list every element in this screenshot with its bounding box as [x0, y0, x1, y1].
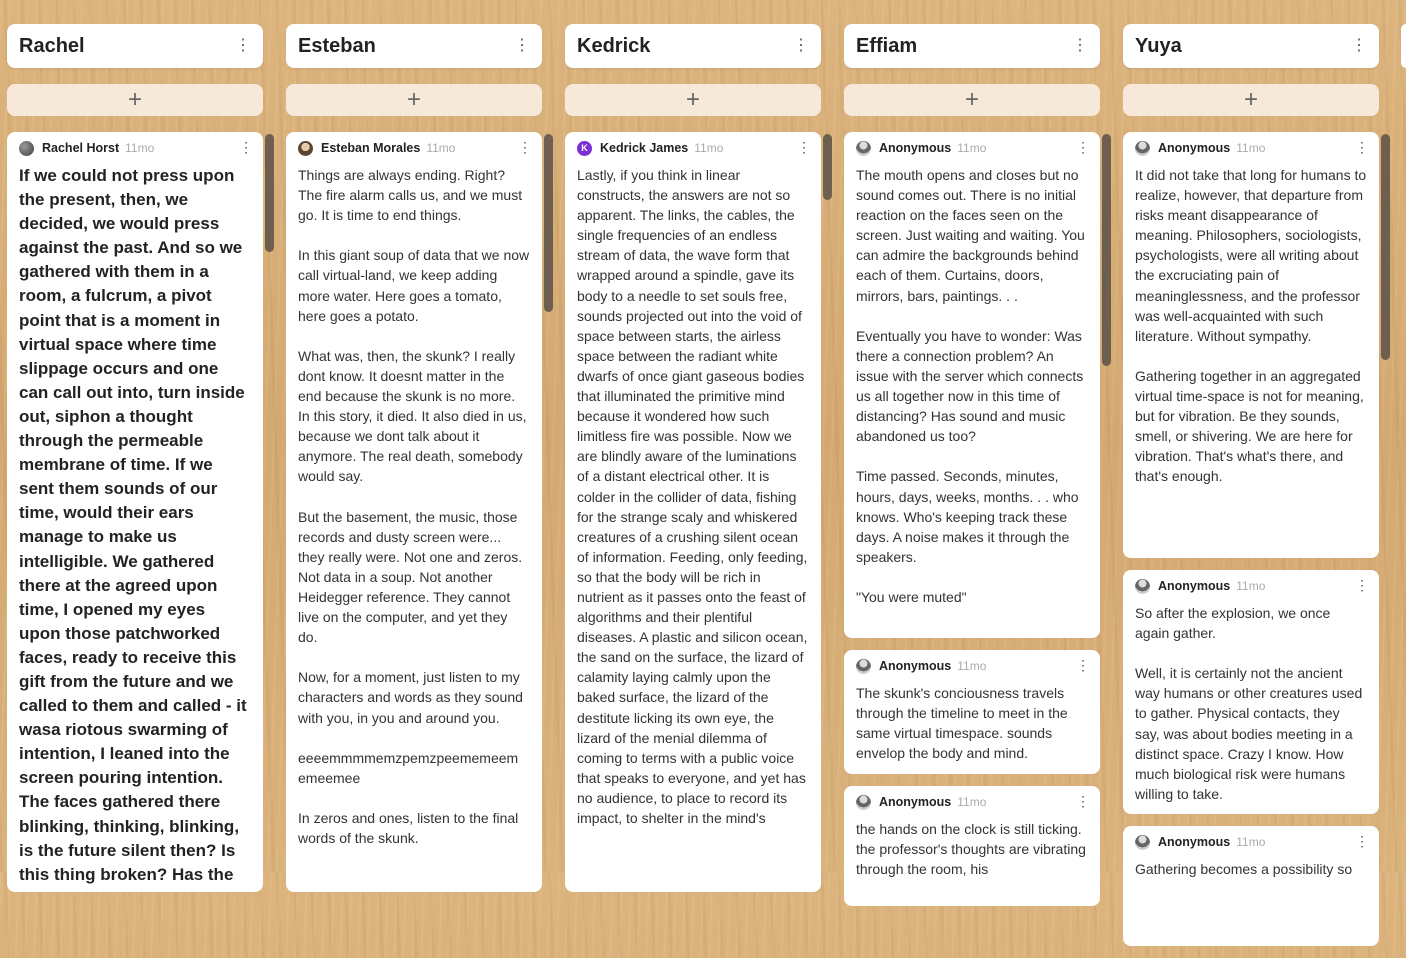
scrollbar-thumb[interactable] [823, 134, 832, 200]
post-timestamp: 11mo [426, 141, 456, 155]
post-timestamp: 11mo [1236, 835, 1266, 849]
post-header [856, 657, 1088, 675]
more-vertical-icon[interactable]: ⋮ [797, 139, 811, 155]
more-vertical-icon[interactable]: ⋮ [1355, 139, 1369, 155]
add-post-button[interactable]: + [7, 84, 263, 116]
anonymous-avatar-icon [856, 795, 871, 810]
scrollbar-thumb[interactable] [1102, 134, 1111, 366]
more-vertical-icon[interactable]: ⋮ [1072, 37, 1088, 54]
column-kedrick [565, 0, 821, 872]
post-author: Anonymous [879, 141, 952, 155]
post-text: The mouth opens and closes but no sound comes out. There is no initial reaction on the faces seen on the screen. Just waiting and waiting. You can admire the backgrounds behind each of them. Curtains, doors, mirrors, bars, paintings. . . Eventually you have to wonder: Was there a connection problem? An issue with the server which connects us all together now in this time of distancing? Has sound and music abandoned us too? Time passed. Seconds, minutes, hours, days, weeks, months. . . who knows. Who's keeping track these days. A noise makes it through the speakers. "You were muted" [856, 167, 1085, 605]
post-header [1135, 577, 1367, 595]
post-author: Anonymous [1158, 141, 1231, 155]
scrollbar-thumb[interactable] [544, 134, 553, 312]
post-header [1135, 139, 1367, 157]
post-timestamp: 11mo [957, 659, 987, 673]
post-card[interactable] [565, 132, 821, 892]
post-author: Kedrick James [600, 141, 689, 155]
post-text: Gathering becomes a possibility so [1135, 861, 1353, 877]
kedrick-avatar-icon: K [577, 141, 592, 156]
column-title: Rachel [19, 34, 85, 57]
column-yuya [1123, 0, 1379, 877]
post-text: Lastly, if you think in linear constructs, the answers are not so apparent. The links, the cables, the single frequencies of an endless stream of data, the wave form that wrapped around a spindle, gave its body to a needle to set souls free, sounds projected out into the void of space between starts, the airless space between the radiant white dwarfs of once giant gaseous bodies that illuminated the primitive mind because it wondered how such limitless fire was possible. Now we are blindly aware of the luminations of a distant electrical other. It is colder in the collider of data, fishing for the strange scaly and whiskered creatures of a crushing silent ocean of information. Feeding, only feeding, so that the body will be rich in nutrient as it passes onto the feast of algorithms and their plentiful diseases. A plastic and silicon ocean, the sand on the surface, the lizard of calamity laying calmly upon the baked surface, the lizard of the destitute licking its own eye, the lizard of the menial dilemma of coming to terms with a public voice that speaks to everyone, and yet has no audience, to place to record its impact, to shelter in the mind's [577, 167, 808, 826]
post-timestamp: 11mo [957, 795, 987, 809]
post-card[interactable] [1123, 570, 1379, 814]
anonymous-avatar-icon [1135, 835, 1150, 850]
post-text: Things are always ending. Right? The fire alarm calls us, and we must go. It is time to end things. In this giant soup of data that we now call virtual-land, we keep adding more water. Here goes a tomato, here goes a potato. What was, then, the skunk? I really dont know. It doesnt matter in the end because the skunk is no more. In this story, it died. It also died in us, because we dont talk about it anymore. The real death, somebody would say. But the basement, the music, those records and dusty screen were... they really were. Not one and zeros. Not data in a soup. Not another Heidegger reference. They cannot live on the computer, and yet they do. Now, for a moment, just listen to my characters and words as they sound with you, in you and around you. eeeemmmmemzpemzpeememeem emeemee In zeros and ones, listen to the final words of the skunk. [298, 167, 530, 847]
post-timestamp: 11mo [694, 141, 724, 155]
more-vertical-icon[interactable]: ⋮ [518, 139, 532, 155]
scrollbar-thumb[interactable] [1381, 134, 1390, 360]
post-text: It did not take that long for humans to realize, however, that departure from risks meant disappearance of meaning. Philosophers, sociologists, psychologists, were all writing about the excruciating pain of meaninglessness, and the professor was well-acquainted with such literature. Without sympathy. Gathering together in an aggregated virtual time-space is not for meaning, but for vibration. Be they sounds, smell, or shivering. We are here for vibration. That's what's there, and that's enough. [1135, 167, 1367, 485]
post-timestamp: 11mo [957, 141, 987, 155]
column-header [844, 24, 1100, 68]
column-esteban [286, 0, 542, 872]
column-title: Effiam [856, 34, 918, 57]
post-header [856, 793, 1088, 811]
post-author: Anonymous [1158, 579, 1231, 593]
post-timestamp: 11mo [125, 141, 155, 155]
more-vertical-icon[interactable]: ⋮ [1355, 833, 1369, 849]
post-card[interactable] [844, 786, 1100, 906]
scrollbar-thumb[interactable] [265, 134, 274, 252]
column-title: Kedrick [577, 34, 651, 57]
next-column-edge [1401, 24, 1406, 68]
anonymous-avatar-icon [1135, 579, 1150, 594]
post-timestamp: 11mo [1236, 141, 1266, 155]
more-vertical-icon[interactable]: ⋮ [1351, 37, 1367, 54]
column-header [565, 24, 821, 68]
more-vertical-icon[interactable]: ⋮ [1076, 657, 1090, 673]
post-author: Anonymous [1158, 835, 1231, 849]
post-list [844, 132, 1100, 918]
post-card[interactable] [286, 132, 542, 892]
column-title: Esteban [298, 34, 376, 57]
column-effiam [844, 0, 1100, 878]
post-text: The skunk's conciousness travels through the timeline to meet in the same virtual timespace. sounds envelop the body and mind. [856, 685, 1068, 762]
post-list [565, 132, 821, 904]
anonymous-avatar-icon [856, 141, 871, 156]
anonymous-avatar-icon [1135, 141, 1150, 156]
esteban-avatar-icon [298, 141, 313, 156]
post-author: Anonymous [879, 659, 952, 673]
post-card[interactable] [7, 132, 263, 892]
column-header [286, 24, 542, 68]
more-vertical-icon[interactable]: ⋮ [235, 37, 251, 54]
post-author: Rachel Horst [42, 141, 120, 155]
more-vertical-icon[interactable]: ⋮ [1076, 139, 1090, 155]
post-author: Anonymous [879, 795, 952, 809]
more-vertical-icon[interactable]: ⋮ [1076, 793, 1090, 809]
post-author: Esteban Morales [321, 141, 421, 155]
column-header [7, 24, 263, 68]
post-text: the hands on the clock is still ticking. the professor's thoughts are vibrating through the room, his [856, 821, 1086, 878]
post-text: If we could not press upon the present, then, we decided, we would press against the past. And so we gathered with them in a room, a fulcrum, a pivot point that is a moment in virtual space where time slippage occurs and one can call out into, turn inside out, siphon a thought through the permeable membrane of time. If we sent them sounds of our time, would their ears manage to make us intelligible. We gathered there at the agreed upon time, I opened my eyes upon those patchworked faces, ready to receive this gift from the future and we called to them and called - it wasa riotous swarming of intention, I leaned into the screen pouring intention. The faces gathered there blinking, thinking, blinking, is the future silent then? Is this thing broken? Has the [19, 166, 247, 884]
post-card[interactable] [844, 650, 1100, 774]
column-rachel [7, 0, 263, 884]
post-header [19, 139, 251, 157]
post-timestamp: 11mo [1236, 579, 1266, 593]
add-post-button[interactable]: + [286, 84, 542, 116]
more-vertical-icon[interactable]: ⋮ [514, 37, 530, 54]
post-header [1135, 833, 1367, 851]
post-list [7, 132, 263, 904]
add-post-button[interactable]: + [1123, 84, 1379, 116]
more-vertical-icon[interactable]: ⋮ [239, 139, 253, 155]
add-post-button[interactable]: + [565, 84, 821, 116]
add-post-button[interactable]: + [844, 84, 1100, 116]
rachel-avatar-icon [19, 141, 34, 156]
post-header [577, 139, 809, 157]
post-text: So after the explosion, we once again gather. Well, it is certainly not the ancient way humans or other creatures used to gather. Physical contacts, they say, was about bodies meeting in a distinct space. Crazy I know. How much biological risk were humans willing to take. [1135, 605, 1363, 802]
more-vertical-icon[interactable]: ⋮ [793, 37, 809, 54]
post-header [856, 139, 1088, 157]
column-title: Yuya [1135, 34, 1182, 57]
column-header [1123, 24, 1379, 68]
post-card[interactable] [1123, 826, 1379, 946]
post-card[interactable] [844, 132, 1100, 638]
post-list [1123, 132, 1379, 958]
anonymous-avatar-icon [856, 659, 871, 674]
more-vertical-icon[interactable]: ⋮ [1355, 577, 1369, 593]
post-list [286, 132, 542, 904]
post-header [298, 139, 530, 157]
post-card[interactable] [1123, 132, 1379, 558]
